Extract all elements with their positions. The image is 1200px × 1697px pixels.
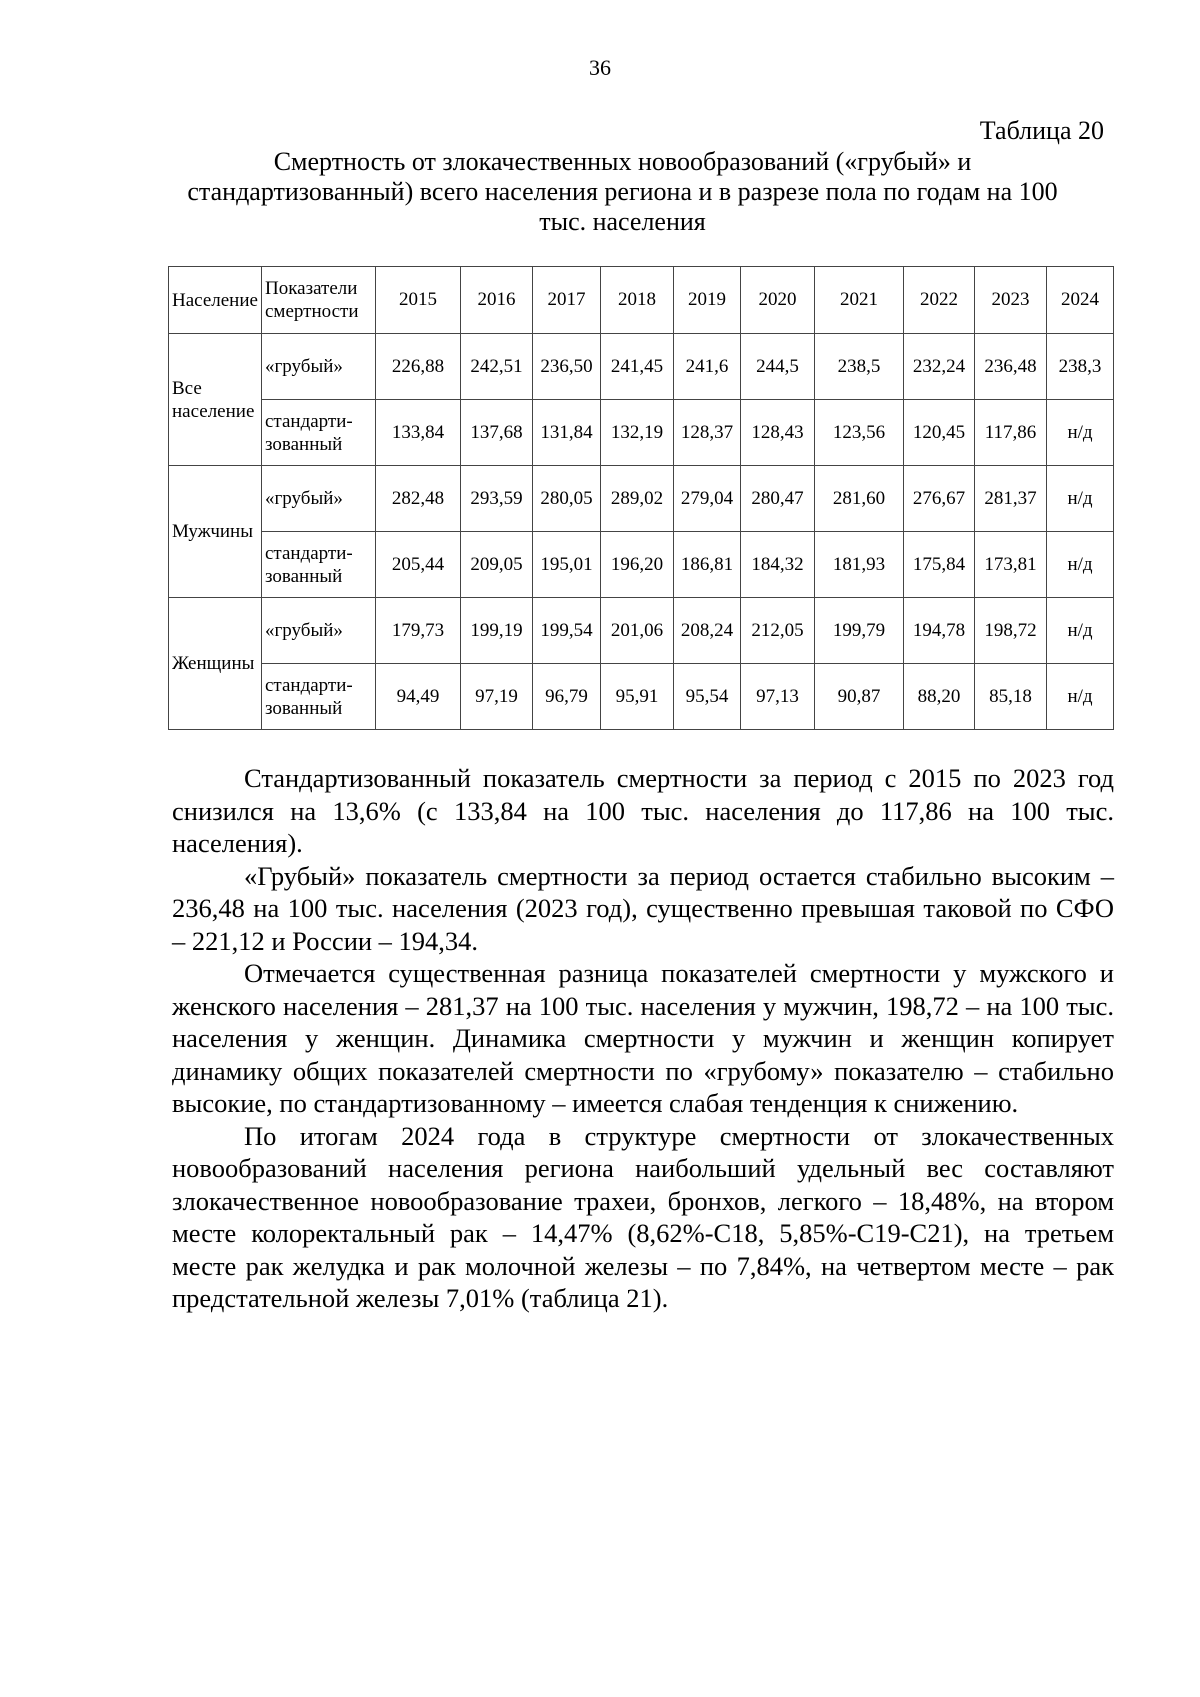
paragraph: «Грубый» показатель смертности за период остается стабильно высоким – 236,48 на 100 тыс. населения (2023 год), существенно превышая таковой по СФО – 221,12 и России – 194,34.	[172, 860, 1114, 956]
population-group-cell: Все население	[169, 334, 262, 466]
body-text	[172, 762, 1114, 1315]
value-cell: 184,32	[741, 532, 815, 598]
value-cell: 199,19	[461, 598, 533, 664]
header-year: 2023	[975, 267, 1047, 334]
value-cell: 238,3	[1047, 334, 1114, 400]
metric-cell: «грубый»	[262, 334, 376, 400]
table-row	[169, 664, 1114, 730]
value-cell: 95,91	[601, 664, 674, 730]
value-cell: 226,88	[376, 334, 461, 400]
value-cell: 280,47	[741, 466, 815, 532]
value-cell: 241,6	[674, 334, 741, 400]
value-cell: 123,56	[815, 400, 904, 466]
value-cell: 293,59	[461, 466, 533, 532]
value-cell: 279,04	[674, 466, 741, 532]
value-cell: 198,72	[975, 598, 1047, 664]
header-year: 2021	[815, 267, 904, 334]
page-number: 36	[589, 55, 611, 80]
value-cell: 195,01	[533, 532, 601, 598]
metric-cell: стандарти-зованный	[262, 664, 376, 730]
value-cell: 181,93	[815, 532, 904, 598]
value-cell: 173,81	[975, 532, 1047, 598]
value-cell: 128,43	[741, 400, 815, 466]
value-cell: 94,49	[376, 664, 461, 730]
value-cell: 199,79	[815, 598, 904, 664]
value-cell: 90,87	[815, 664, 904, 730]
header-year: 2022	[904, 267, 975, 334]
value-cell: 120,45	[904, 400, 975, 466]
value-cell: 96,79	[533, 664, 601, 730]
header-year: 2018	[601, 267, 674, 334]
table-body	[169, 267, 1114, 730]
header-year: 2019	[674, 267, 741, 334]
value-cell: 238,5	[815, 334, 904, 400]
value-cell: 236,50	[533, 334, 601, 400]
value-cell: 241,45	[601, 334, 674, 400]
value-cell: 97,19	[461, 664, 533, 730]
value-cell: 242,51	[461, 334, 533, 400]
value-cell: 232,24	[904, 334, 975, 400]
value-cell: 281,60	[815, 466, 904, 532]
value-cell: н/д	[1047, 532, 1114, 598]
paragraph: По итогам 2024 года в структуре смертности от злокачественных новообразований населения региона наибольший удельный вес составляют злокачественное новообразование трахеи, бронхов, легкого – 18,48%, на втором месте колоректальный рак – 14,47% (8,62%-С18, 5,85%-С19-С21), на третьем месте рак желудка и рак молочной железы – по 7,84%, на четвертом месте – рак предстательной железы 7,01% (таблица 21).	[172, 1120, 1114, 1313]
header-year: 2016	[461, 267, 533, 334]
value-cell: 97,13	[741, 664, 815, 730]
value-cell: 205,44	[376, 532, 461, 598]
header-metric: Показатели смертности	[262, 267, 376, 334]
metric-cell: стандарти-зованный	[262, 400, 376, 466]
value-cell: 199,54	[533, 598, 601, 664]
header-population: Население	[169, 267, 262, 334]
metric-cell: «грубый»	[262, 598, 376, 664]
metric-cell: стандарти-зованный	[262, 532, 376, 598]
value-cell: 133,84	[376, 400, 461, 466]
value-cell: 186,81	[674, 532, 741, 598]
value-cell: 196,20	[601, 532, 674, 598]
table-row	[169, 466, 1114, 532]
population-group-cell: Женщины	[169, 598, 262, 730]
table-row	[169, 334, 1114, 400]
value-cell: 209,05	[461, 532, 533, 598]
value-cell: н/д	[1047, 466, 1114, 532]
value-cell: 289,02	[601, 466, 674, 532]
header-year: 2020	[741, 267, 815, 334]
value-cell: 276,67	[904, 466, 975, 532]
metric-cell: «грубый»	[262, 466, 376, 532]
value-cell: 281,37	[975, 466, 1047, 532]
table-row	[169, 532, 1114, 598]
value-cell: 280,05	[533, 466, 601, 532]
value-cell: 282,48	[376, 466, 461, 532]
table-row	[169, 400, 1114, 466]
value-cell: 128,37	[674, 400, 741, 466]
table-label: Таблица 20	[979, 116, 1104, 145]
value-cell: н/д	[1047, 400, 1114, 466]
header-year: 2024	[1047, 267, 1114, 334]
value-cell: 244,5	[741, 334, 815, 400]
value-cell: 131,84	[533, 400, 601, 466]
header-year: 2015	[376, 267, 461, 334]
value-cell: 175,84	[904, 532, 975, 598]
value-cell: 201,06	[601, 598, 674, 664]
mortality-table	[168, 266, 1114, 730]
value-cell: 95,54	[674, 664, 741, 730]
value-cell: 88,20	[904, 664, 975, 730]
table-header-row	[169, 267, 1114, 334]
value-cell: 194,78	[904, 598, 975, 664]
paragraph: Стандартизованный показатель смертности за период с 2015 по 2023 год снизился на 13,6% (с 133,84 на 100 тыс. населения до 117,86 на 100 тыс. населения).	[172, 763, 1114, 858]
value-cell: н/д	[1047, 664, 1114, 730]
table-caption: Смертность от злокачественных новообразований («грубый» и стандартизованный) всего населения региона и в разрезе пола по годам на 100 тыс. населения	[187, 147, 1058, 236]
value-cell: н/д	[1047, 598, 1114, 664]
value-cell: 117,86	[975, 400, 1047, 466]
value-cell: 212,05	[741, 598, 815, 664]
value-cell: 179,73	[376, 598, 461, 664]
value-cell: 85,18	[975, 664, 1047, 730]
value-cell: 132,19	[601, 400, 674, 466]
value-cell: 236,48	[975, 334, 1047, 400]
population-group-cell: Мужчины	[169, 466, 262, 598]
value-cell: 208,24	[674, 598, 741, 664]
value-cell: 137,68	[461, 400, 533, 466]
header-year: 2017	[533, 267, 601, 334]
table-row	[169, 598, 1114, 664]
paragraph: Отмечается существенная разница показателей смертности у мужского и женского населения – 281,37 на 100 тыс. населения у мужчин, 198,72 – на 100 тыс. населения у женщин. Динамика смертности у мужчин и женщин копирует динамику общих показателей смертности по «грубому» показателю – стабильно высокие, по стандартизованному – имеется слабая тенденция к снижению.	[172, 958, 1114, 1118]
